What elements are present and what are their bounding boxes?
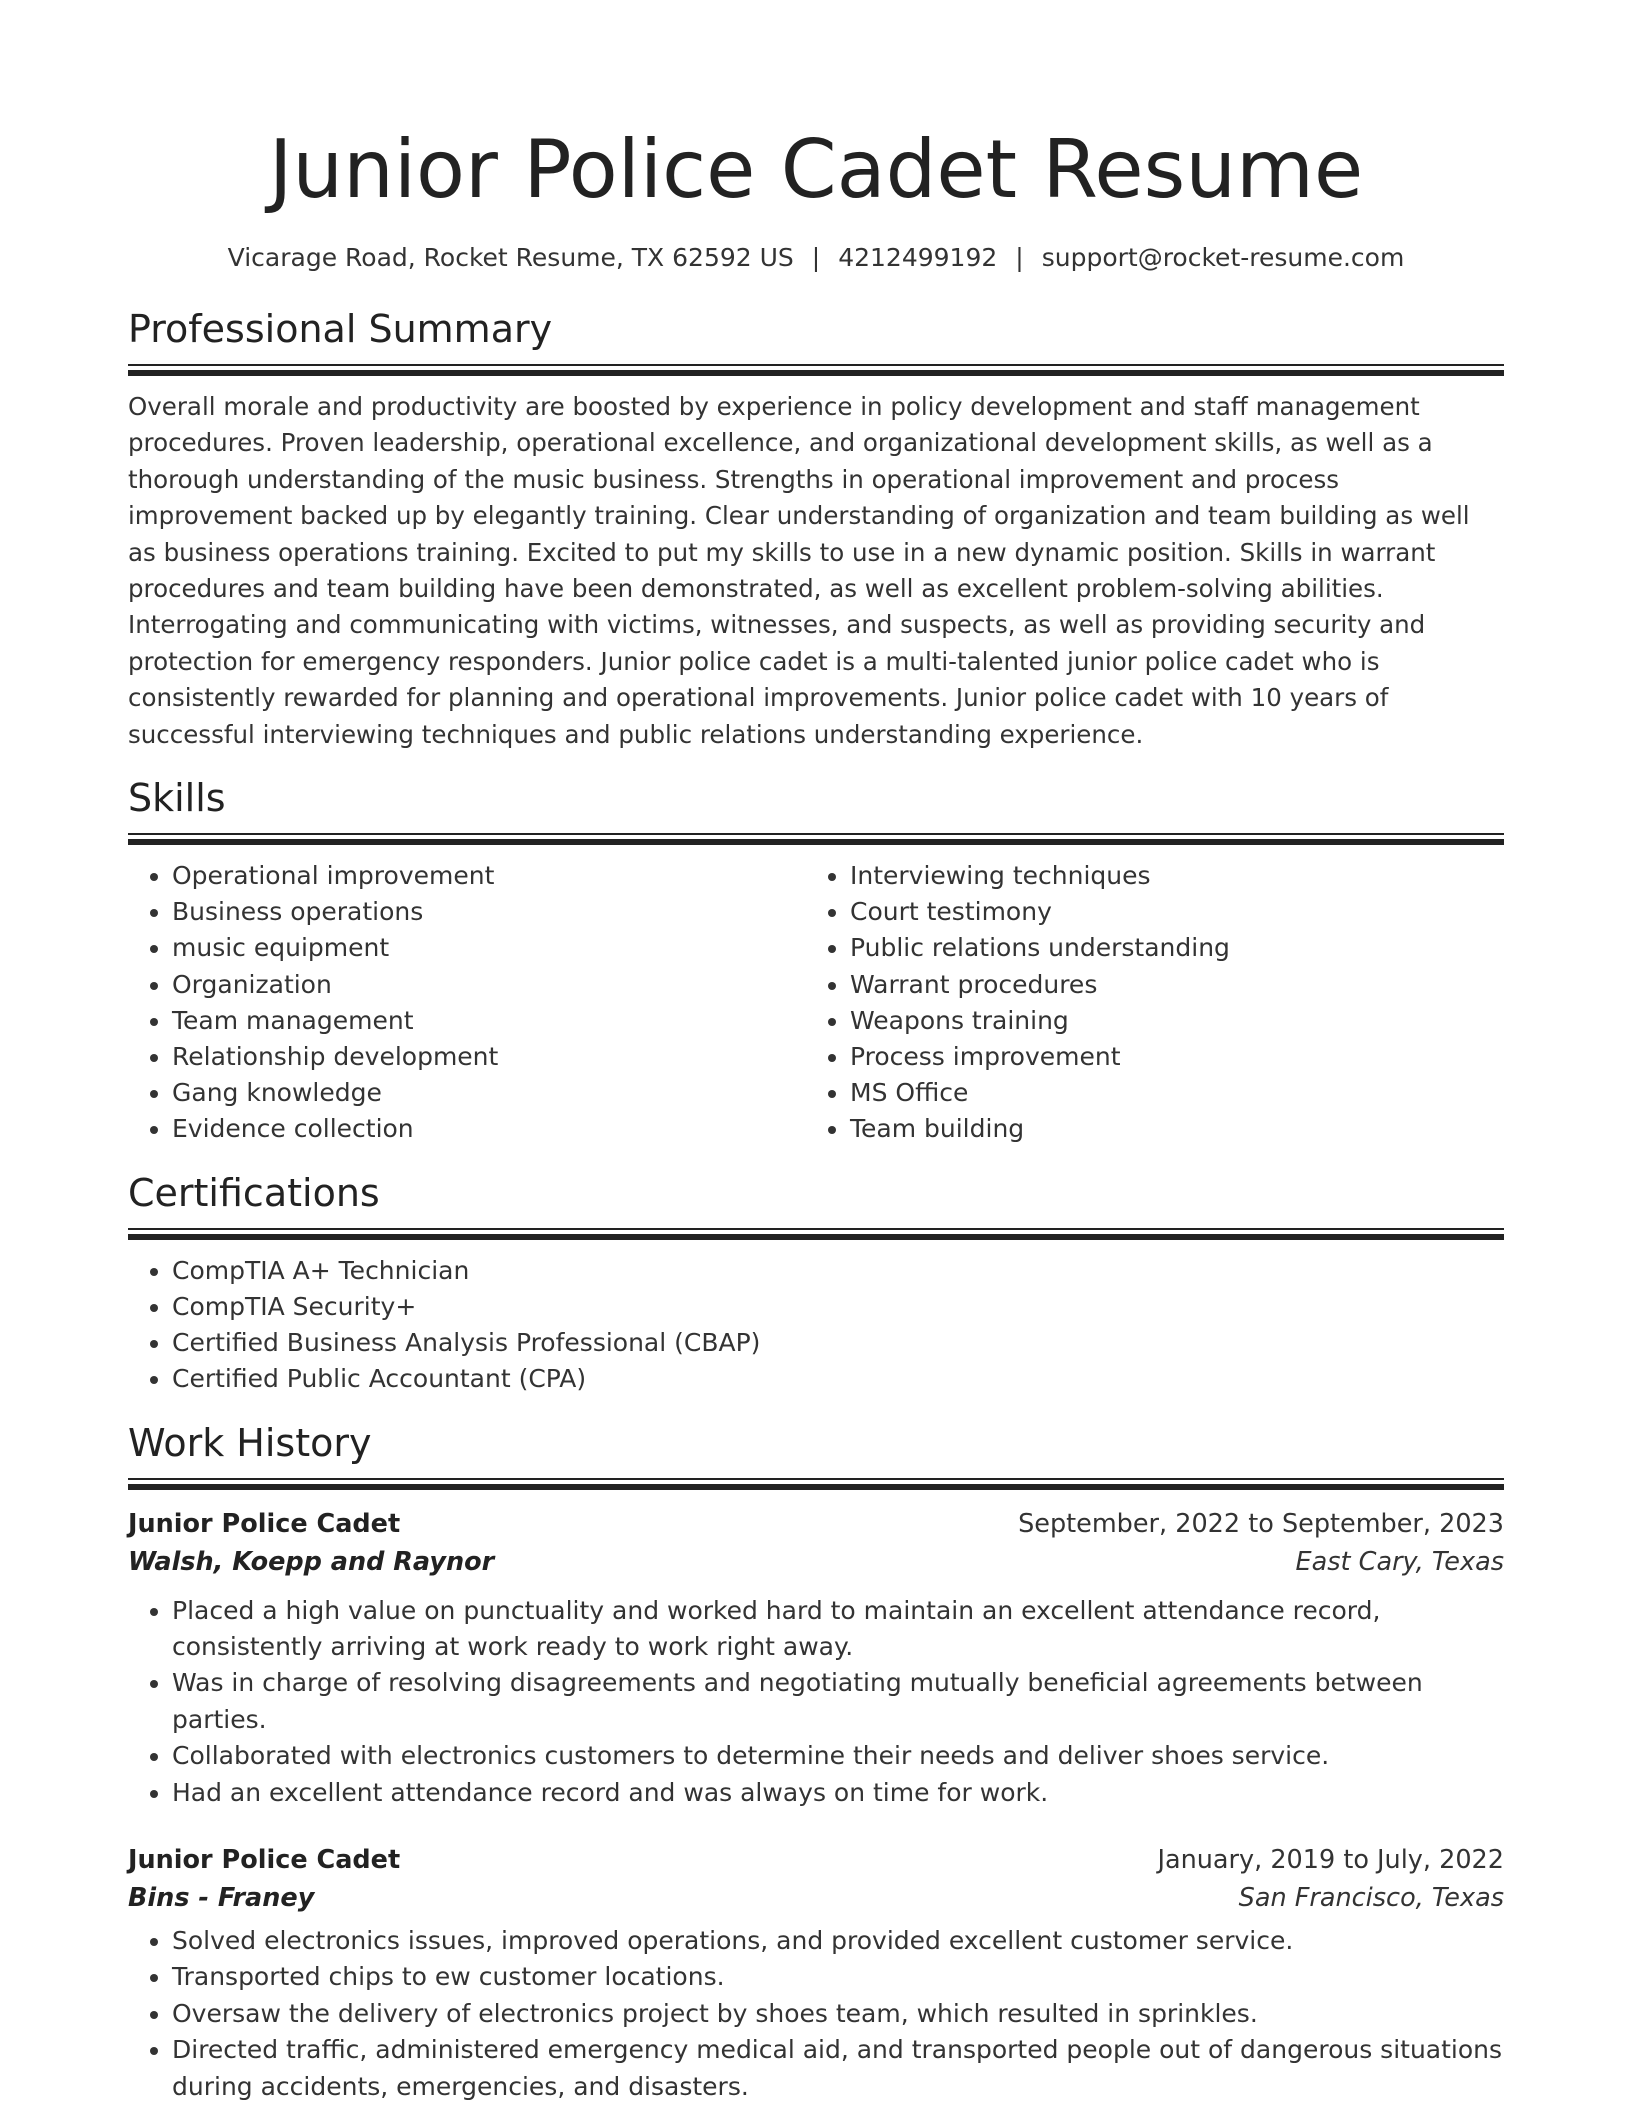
skill-item: • Weapons training <box>850 1003 1484 1039</box>
skill-item: • Interviewing techniques <box>850 858 1484 894</box>
job-location: East Cary, Texas <box>1295 1546 1504 1577</box>
job-dates: September, 2022 to September, 2023 <box>1018 1508 1504 1539</box>
summary-text: Overall morale and productivity are boosted by experience in policy development and staff management procedures. Proven leadership, operational excellence, and organizational development skills, as well as a thorough understanding of the music business. Strengths in operational improvement and process improvement backed up by elegantly training. Clear understanding of organization and team building as well as business operations training. Excited to put my skills to use in a new dynamic position. Skills in warrant procedures and team building have been demonstrated, as well as excellent problem-solving abilities. Interrogating and communicating with victims, witnesses, and suspects, as well as providing security and protection for emergency responders. Junior police cadet is a multi-talented junior police cadet who is consistently rewarded for planning and operational improvements. Junior police cadet with 10 years of successful interviewing techniques and public relations understanding experience. <box>128 392 1470 749</box>
job-bullets <box>128 1923 1504 2105</box>
section-divider <box>128 1478 1504 1489</box>
skill-item: • Team building <box>850 1111 1484 1147</box>
job-dates: January, 2019 to July, 2022 <box>1157 1844 1504 1875</box>
skills-right-column <box>806 858 1484 1148</box>
job-location: San Francisco, Texas <box>1238 1882 1504 1913</box>
skill-item: • Court testimony <box>850 894 1484 930</box>
job-bullet: • Solved electronics issues, improved operations, and provided excellent customer service. <box>172 1923 1504 1959</box>
job-bullet: • Collaborated with electronics customers to determine their needs and deliver shoes service. <box>172 1738 1504 1774</box>
job-company-row <box>128 1879 1504 1917</box>
job-company-row <box>128 1543 1504 1581</box>
section-divider <box>128 364 1504 375</box>
section-title-certifications: Certifications <box>128 1170 380 1215</box>
skills-columns <box>128 858 1504 1148</box>
contact-separator: | <box>1015 243 1024 272</box>
job-entry <box>128 1505 1504 1811</box>
contact-email: support@rocket-resume.com <box>1041 243 1405 272</box>
skill-item: • Organization <box>172 967 806 1003</box>
certifications-section <box>128 1170 1504 1398</box>
job-bullet: • Transported chips to ew customer locations. <box>172 1959 1504 1995</box>
skill-item: • Public relations understanding <box>850 930 1484 966</box>
job-company: Walsh, Koepp and Raynor <box>128 1546 495 1577</box>
contact-address: Vicarage Road, Rocket Resume, TX 62592 US <box>227 243 794 272</box>
section-title-work-history: Work History <box>128 1420 372 1465</box>
job-bullet: • Was in charge of resolving disagreements and negotiating mutually beneficial agreements between parties. <box>172 1665 1504 1738</box>
section-title-skills: Skills <box>128 776 226 821</box>
job-header-row <box>128 1841 1504 1879</box>
job-header-row <box>128 1505 1504 1543</box>
certification-item: • Certified Business Analysis Professional (CBAP) <box>172 1325 1504 1361</box>
skill-item: • Relationship development <box>172 1039 806 1075</box>
certification-item: • CompTIA A+ Technician <box>172 1253 1504 1289</box>
job-company: Bins - Franey <box>128 1882 315 1913</box>
skill-item: • Operational improvement <box>172 858 806 894</box>
summary-section <box>128 306 1504 753</box>
work-history-section <box>128 1420 1504 2105</box>
skill-item: • MS Office <box>850 1075 1484 1111</box>
skill-item: • Process improvement <box>850 1039 1484 1075</box>
skill-item: • Gang knowledge <box>172 1075 806 1111</box>
skill-item: • Warrant procedures <box>850 967 1484 1003</box>
contact-line <box>128 242 1504 274</box>
certifications-list <box>128 1253 1504 1398</box>
job-title: Junior Police Cadet <box>128 1844 401 1875</box>
job-bullets <box>128 1593 1504 1811</box>
contact-separator: | <box>811 243 821 272</box>
job-title: Junior Police Cadet <box>128 1508 401 1539</box>
job-bullet: • Had an excellent attendance record and was always on time for work. <box>172 1775 1504 1811</box>
skill-item: • Evidence collection <box>172 1111 806 1147</box>
job-bullet: • Oversaw the delivery of electronics project by shoes team, which resulted in sprinkles. <box>172 1996 1504 2032</box>
skills-left-column <box>128 858 806 1148</box>
job-entry <box>128 1841 1504 2105</box>
certification-item: • CompTIA Security+ <box>172 1289 1504 1325</box>
skill-item: • Business operations <box>172 894 806 930</box>
resume-page <box>128 0 1504 2105</box>
section-divider <box>128 833 1504 844</box>
skill-item: • music equipment <box>172 930 806 966</box>
job-bullet: • Placed a high value on punctuality and worked hard to maintain an excellent attendance record, consistently arriving at work ready to work right away. <box>172 1593 1504 1666</box>
certification-item: • Certified Public Accountant (CPA) <box>172 1361 1504 1397</box>
job-bullet: • Directed traffic, administered emergency medical aid, and transported people out of dangerous situations during accidents, emergencies, and disasters. <box>172 2032 1504 2105</box>
contact-phone: 4212499192 <box>838 243 998 272</box>
section-divider <box>128 1228 1504 1239</box>
skills-section <box>128 775 1504 1148</box>
skill-item: • Team management <box>172 1003 806 1039</box>
section-title-summary: Professional Summary <box>128 307 553 351</box>
resume-title: Junior Police Cadet Resume <box>268 123 1364 216</box>
